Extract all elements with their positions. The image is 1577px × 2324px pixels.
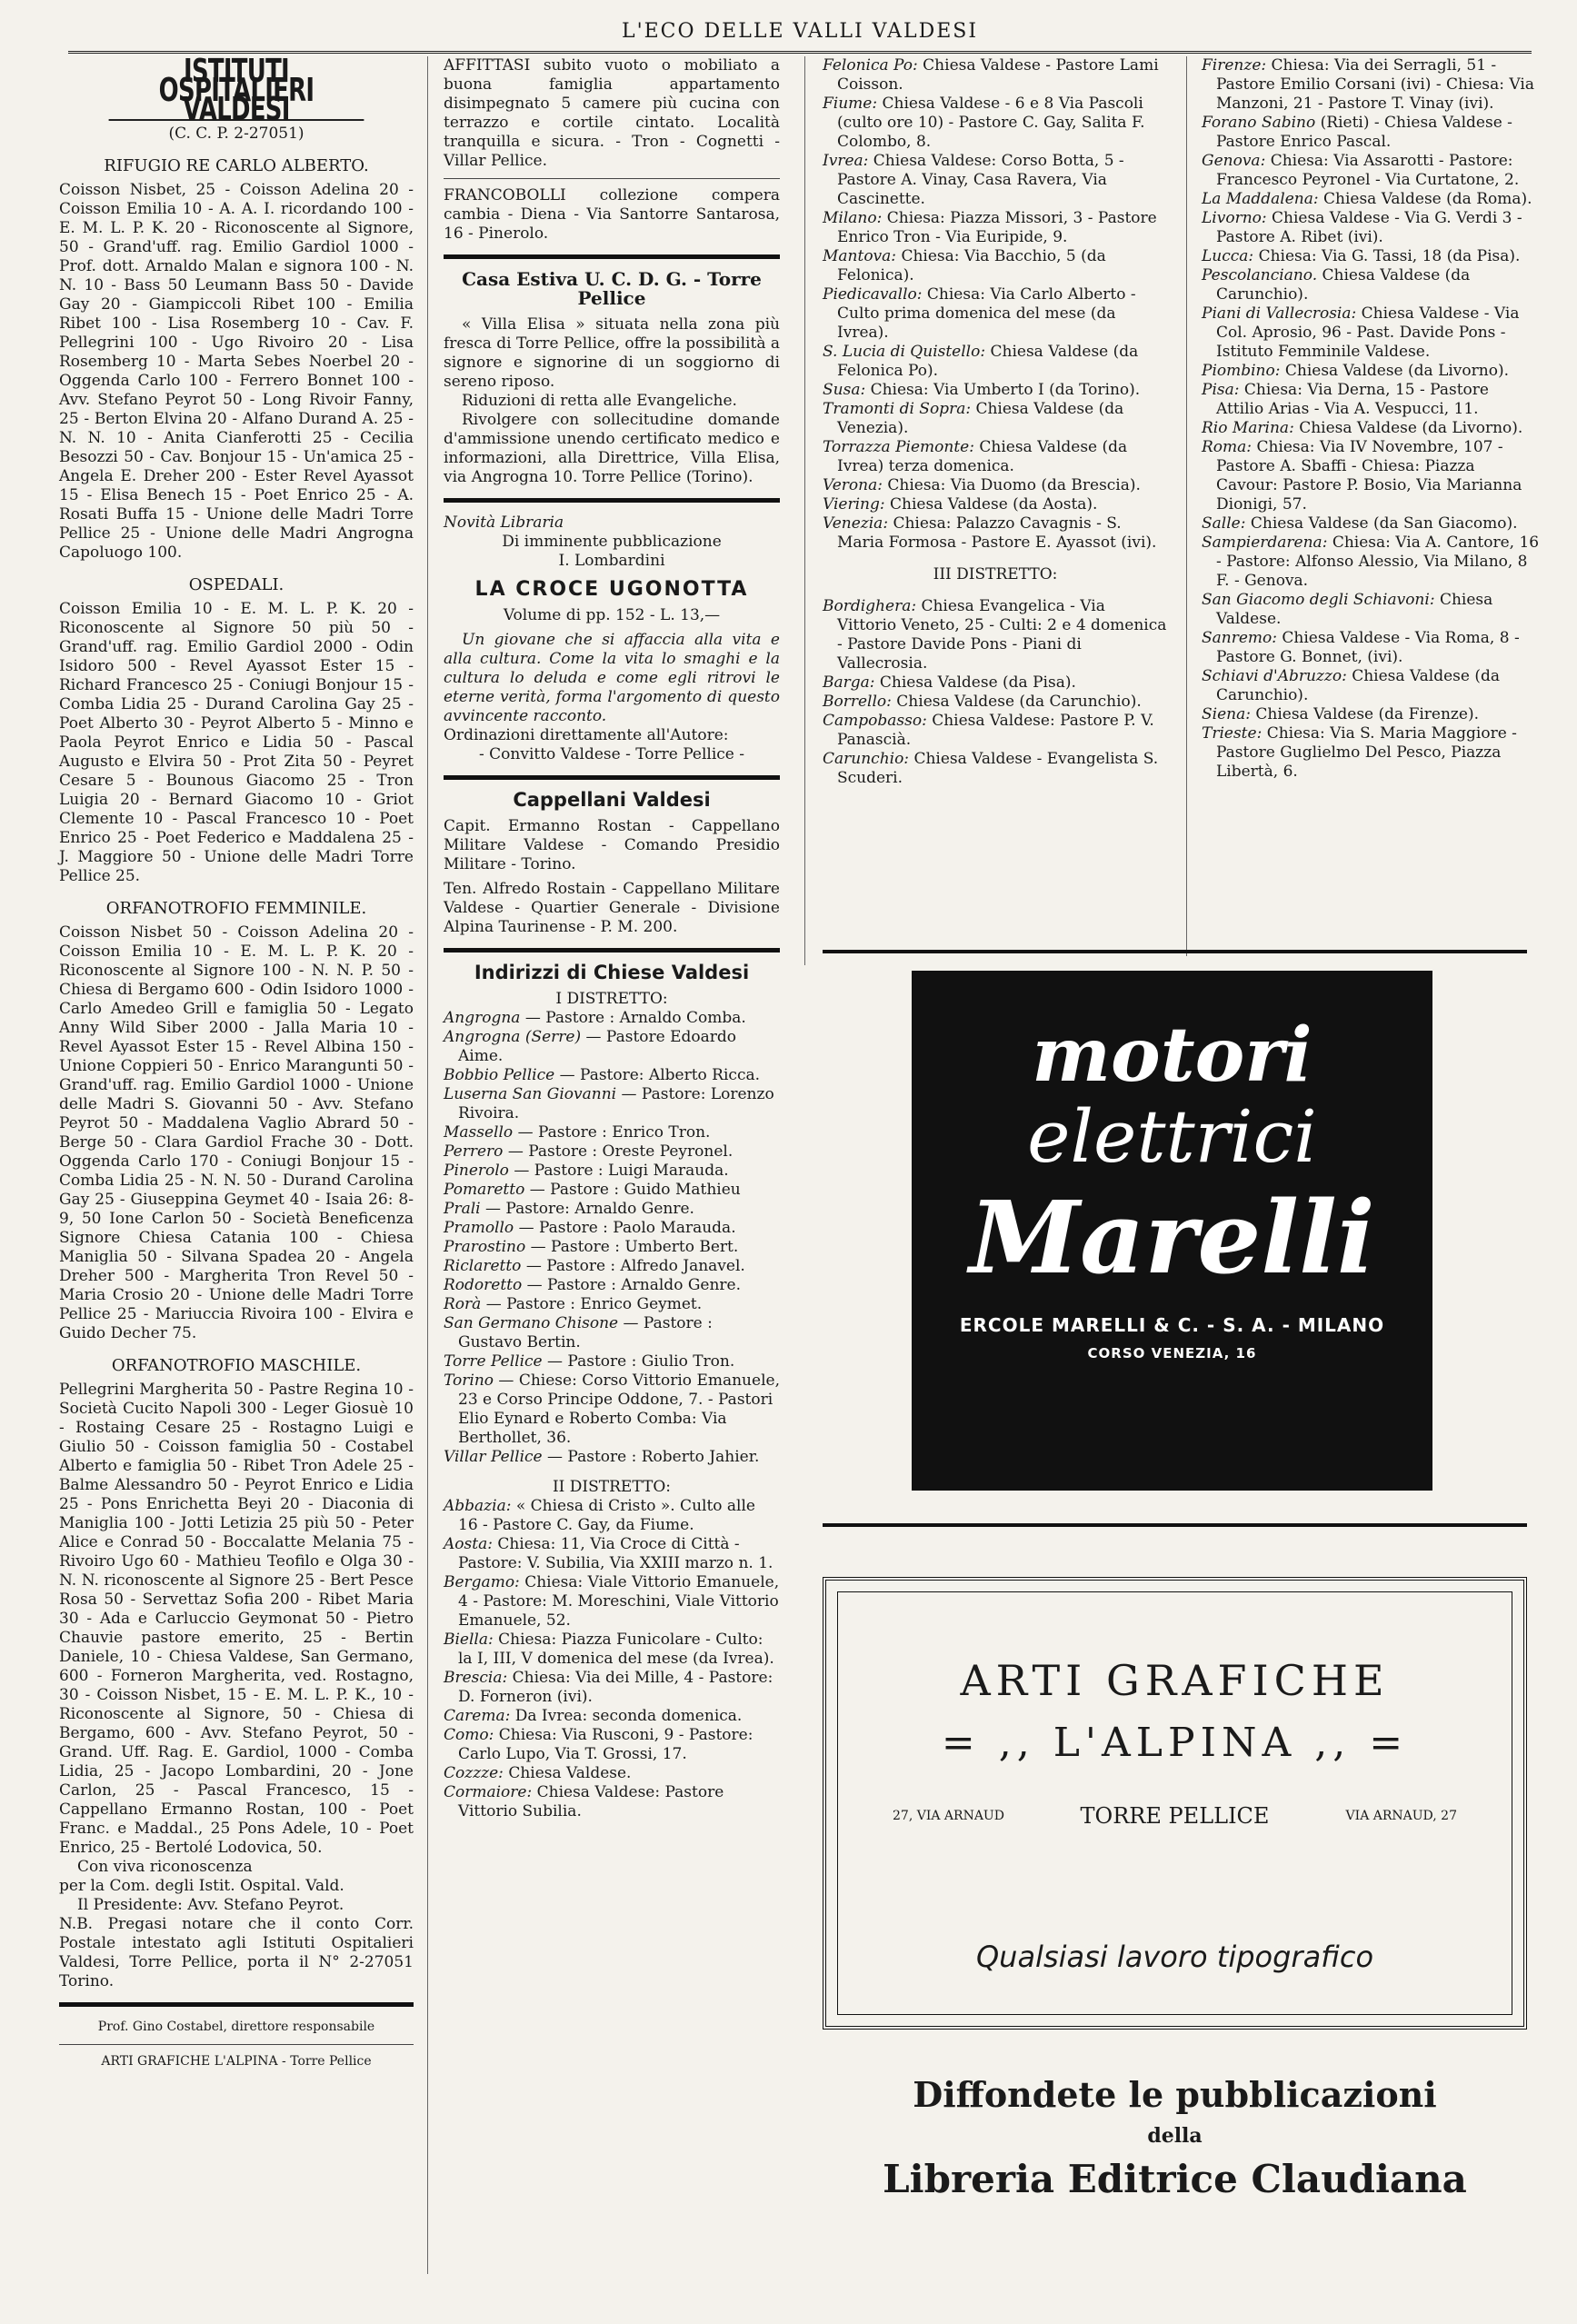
alpina-frame [837, 1591, 1512, 2015]
church-details: — Pastore : Arnaldo Comba. [524, 1009, 746, 1027]
church-entry [823, 285, 1168, 343]
church-entry [444, 1238, 780, 1257]
church-location: Cormaiore: [444, 1783, 533, 1801]
column-churches-4 [1202, 56, 1540, 782]
affittasi-notice: AFFITTASI subito vuoto o mobiliato a buona famiglia appartamento disimpegnato 5 camere più cucina con terrazzo e cortile cintato. Località tranquilla e sicura. - Tron - Cognetti - Villar Pellice. [444, 56, 780, 170]
book-author: I. Lombardini [558, 552, 665, 570]
alpina-line: ARTI GRAFICHE [960, 1656, 1390, 1705]
book-description: Un giovane che si affaccia alla vita e alla cultura. Come la vita lo smaghi e la cultura lo deluda e come egli ritrovi le eterne verità, forma l'argomento di questo avvincente racconto. [444, 631, 780, 725]
church-entry [1202, 438, 1540, 514]
church-location: S. Lucia di Quistello: [823, 343, 986, 361]
church-entry [1202, 114, 1540, 152]
church-details: — Pastore : Arnaldo Genre. [526, 1276, 742, 1294]
church-entry [1202, 534, 1540, 591]
church-details: — Pastore : Giulio Tron. [547, 1352, 735, 1371]
orfanotrofio-maschile-title: ORFANOTROFIO MASCHILE. [111, 1356, 362, 1375]
church-entry [1202, 247, 1540, 266]
church-location: Torino [444, 1371, 494, 1390]
divider [444, 254, 780, 259]
distretto-3-list [823, 597, 1168, 788]
church-location: Piani di Vallecrosia: [1202, 304, 1357, 323]
church-entry [1202, 362, 1540, 381]
church-entry [1202, 381, 1540, 419]
ccp-number: (C. C. P. 2-27051) [168, 125, 304, 143]
church-details: Chiesa Valdese (da Pisa). [879, 673, 1076, 692]
church-location: Roma: [1202, 438, 1253, 456]
church-location: Como: [444, 1726, 494, 1744]
church-entry [444, 1276, 780, 1295]
church-entry [444, 1162, 780, 1181]
church-location: Pinerolo [444, 1162, 509, 1180]
church-entry [1202, 56, 1540, 114]
church-details: Chiesa: Via S. Maria Maggiore - Pastore Guglielmo Del Pesco, Piazza Libertà, 6. [1216, 724, 1517, 781]
church-details: Chiesa Valdese (da San Giacomo). [1250, 514, 1518, 533]
church-details: Chiesa Valdese (da Venezia). [837, 400, 1124, 437]
church-details: — Pastore: Lorenzo Rivoira. [458, 1085, 774, 1122]
church-details: — Pastore : Paolo Marauda. [518, 1219, 736, 1237]
church-location: San Germano Chisone [444, 1314, 619, 1332]
column-churches-3 [823, 56, 1168, 788]
church-location: Sampierdarena: [1202, 534, 1328, 552]
distretto-1-title: I DISTRETTO: [555, 990, 668, 1008]
church-details: Chiesa: Via G. Tassi, 18 (da Pisa). [1258, 247, 1521, 265]
divider [444, 948, 780, 953]
church-details: — Pastore : Guido Mathieu [529, 1181, 741, 1199]
column-notices [444, 56, 780, 1821]
church-list [1202, 56, 1540, 782]
divider [59, 2044, 414, 2045]
church-location: Bordighera: [823, 597, 917, 615]
distretto-1-list [444, 1009, 780, 1467]
church-details: Chiesa Valdese - Pastore Lami Coisson. [837, 56, 1159, 94]
church-location: Angrogna [444, 1009, 521, 1027]
church-details: Chiesa: 11, Via Croce di Città - Pastore: V. Subilia, Via XXIII marzo n. 1. [458, 1535, 774, 1572]
column-rule [804, 56, 805, 965]
church-entry [444, 1200, 780, 1219]
church-location: Perrero [444, 1142, 504, 1161]
church-details: Chiesa Valdese (da Ivrea) terza domenica. [837, 438, 1128, 475]
casa-estiva-text: Riduzioni di retta alle Evangeliche. [462, 392, 737, 410]
church-entry [444, 1371, 780, 1448]
distretto-2-list [444, 1497, 780, 1821]
alpina-address: 27, VIA ARNAUD [893, 1809, 1004, 1823]
church-entry [444, 1669, 780, 1707]
church-entry [444, 1497, 780, 1535]
church-details: Chiesa Valdese (da Aosta). [890, 495, 1098, 514]
church-location: Villar Pellice [444, 1448, 543, 1466]
church-location: Brescia: [444, 1669, 508, 1687]
church-entry [1202, 419, 1540, 438]
church-location: Borrello: [823, 693, 892, 711]
church-location: Bergamo: [444, 1573, 520, 1591]
divider [444, 775, 780, 780]
alpina-tagline: Qualsiasi lavoro tipografico [975, 1940, 1374, 1974]
church-details: Chiesa Valdese (da Roma). [1323, 190, 1532, 208]
church-details: — Pastore : Oreste Peyronel. [507, 1142, 734, 1161]
church-entry [823, 750, 1168, 788]
church-location: Rorà [444, 1295, 482, 1313]
cappellani-title: Cappellani Valdesi [513, 789, 711, 811]
church-location: Torre Pellice [444, 1352, 543, 1371]
church-details: — Pastore : Gustavo Bertin. [458, 1314, 713, 1352]
church-location: Carunchio: [823, 750, 910, 768]
alpina-city: TORRE PELLICE [1080, 1803, 1270, 1829]
church-entry [1202, 190, 1540, 209]
church-details: Chiesa Valdese (da Livorno). [1284, 362, 1509, 380]
church-location: La Maddalena: [1202, 190, 1319, 208]
church-location: Forano Sabino [1202, 114, 1316, 132]
church-details: Chiesa Valdese - 6 e 8 Via Pascoli (culto ore 10) - Pastore C. Gay, Salita F. Colombo, 8. [837, 95, 1145, 151]
closing-signature: Il Presidente: Avv. Stefano Peyrot. [77, 1896, 344, 1914]
church-details: Chiesa Valdese: Corso Botta, 5 - Pastore A. Vinay, Casa Ravera, Via Cascinette. [837, 152, 1124, 208]
orders-label: Ordinazioni direttamente all'Autore: [444, 726, 729, 744]
orfanotrofio-femminile-title: ORFANOTROFIO FEMMINILE. [105, 899, 367, 918]
church-location: Torrazza Piemonte: [823, 438, 974, 456]
church-location: Fiume: [823, 95, 878, 113]
church-location: Prali [444, 1200, 481, 1218]
church-entry [444, 1257, 780, 1276]
church-entry [823, 438, 1168, 476]
church-location: Ivrea: [823, 152, 869, 170]
marelli-line: elettrici [1027, 1094, 1317, 1179]
church-entry [823, 343, 1168, 381]
church-details: Chiesa Valdese (da Livorno). [1299, 419, 1523, 437]
church-details: Chiesa: Via Duomo (da Brescia). [887, 476, 1141, 494]
church-location: Venezia: [823, 514, 889, 533]
rifugio-donations: Coisson Nisbet, 25 - Coisson Adelina 20 - Coisson Emilia 10 - A. A. I. ricordando 100 - E. M. L. P. K. 20 - Riconoscente al Signore, 50 - Grand'uff. rag. Emilio Gardiol 1000 - Prof. dott. Arnaldo Malan e signora 100 - N. N. 10 - Bass 50 Leumann Bass 50 - Davide Gay 20 - Giampiccoli Ribet 100 - Emilia Ribet 100 - Lisa Rosemberg 10 - Cav. F. Pellegrini 100 - Ugo Rivoiro 20 - Lisa Rosemberg 10 - Marta Sebes Noerbel 20 - Oggenda Carlo 100 - Ferrero Bonnet 100 - Avv. Stefano Peyrot 50 - Long Rivoir Fanny, 25 - Berton Elvina 20 - Alfano Durand A. 25 - N. N. 10 - Anita Cianferotti 25 - Cecilia Besozzi 50 - Cav. Bonjour 15 - Un'amica 25 - Angela E. Dreher 200 - Ester Revel Ayassot 15 - Elisa Benech 15 - Poet Enrico 25 - A. Rosati Buffa 15 - Unione delle Madri Torre Pellice 25 - Unione delle Madri Angrogna Capoluogo 100. [59, 181, 414, 562]
church-location: Pescolanciano. [1202, 266, 1318, 284]
church-details: Chiesa: Piazza Missori, 3 - Pastore Enrico Tron - Via Euripide, 9. [837, 209, 1157, 246]
church-entry [1202, 591, 1540, 629]
church-location: Abbazia: [444, 1497, 512, 1515]
church-entry [823, 152, 1168, 209]
church-location: Aosta: [444, 1535, 493, 1553]
church-entry [823, 495, 1168, 514]
cappellano-entry: Ten. Alfredo Rostain - Cappellano Militare Valdese - Quartier Generale - Divisione Alpina Taurinense - P. M. 200. [444, 880, 780, 936]
closing-line: Con viva riconoscenza [77, 1858, 253, 1876]
church-location: Sanremo: [1202, 629, 1277, 647]
church-details: — Pastore: Alberto Ricca. [559, 1066, 761, 1084]
divider [59, 2002, 414, 2007]
ospedali-title: OSPEDALI. [188, 575, 284, 594]
church-location: Milano: [823, 209, 883, 227]
church-location: Barga: [823, 673, 875, 692]
church-location: Luserna San Giovanni [444, 1085, 617, 1103]
church-entry [444, 1707, 780, 1726]
church-details: Chiesa Valdese (da Felonica Po). [837, 343, 1139, 380]
church-location: Piombino: [1202, 362, 1281, 380]
church-entry [823, 673, 1168, 693]
church-location: Cozzze: [444, 1764, 504, 1782]
nb-note: N.B. Pregasi notare che il conto Corr. Postale intestato agli Istituti Ospitalieri Valdesi, Torre Pellice, porta il N° 2-27051 Torino. [59, 1915, 414, 1990]
church-details: — Pastore : Luigi Marauda. [514, 1162, 729, 1180]
church-details: — Pastore Edoardo Aime. [458, 1028, 737, 1065]
church-entry [444, 1726, 780, 1764]
church-details: — Pastore : Enrico Geymet. [485, 1295, 703, 1313]
church-details: — Pastore: Arnaldo Genre. [484, 1200, 694, 1218]
church-entry [823, 400, 1168, 438]
church-details: Chiesa: Via Derna, 15 - Pastore Attilio Arias - Via A. Vespucci, 11. [1216, 381, 1489, 418]
church-entry [1202, 152, 1540, 190]
church-entry [444, 1219, 780, 1238]
church-location: Susa: [823, 381, 866, 399]
church-details: Chiesa Valdese (da Carunchio). [1216, 266, 1471, 304]
marelli-line: motori [1032, 1012, 1313, 1099]
church-details: Chiesa Valdese - Via G. Verdi 3 - Pastore A. Ribet (ivi). [1216, 209, 1522, 246]
orfanotrofio-femminile-donations: Coisson Nisbet 50 - Coisson Adelina 20 - Coisson Emilia 10 - E. M. L. P. K. 20 - Riconoscente al Signore 100 - N. N. P. 50 - Chiesa di Bergamo 600 - Odin Isidoro 1000 - Carlo Amedeo Grill e famiglia 50 - Legato Anny Wild Siber 2000 - Jalla Maria 10 - Revel Ayassot Ester 15 - Revel Albina 150 - Unione Coppieri 50 - Enrico Marangunti 50 - Grand'uff. rag. Emilio Gardiol 1000 - Unione delle Madri S. Giovanni 50 - Avv. Stefano Peyrot 50 - Maddalena Vaglio Abrard 50 - Berge 50 - Clara Gardiol Frache 30 - Dott. Oggenda Carlo 170 - Coniugi Bonjour 15 - Comba Lidia 25 - N. N. 50 - Durand Carolina Gay 25 - Giuseppina Geymet 40 - Isaia 26: 8-9, 50 Ione Carlon 50 - Società Beneficenza Signore Chiesa Catania 100 - Chiesa Maniglia 50 - Silvana Spadea 20 - Angela Dreher 500 - Margherita Tron Revel 50 - Maria Crosio 20 - Unione delle Madri Torre Pellice 25 - Mariuccia Rivoira 100 - Elvira e Guido Decher 75. [59, 923, 414, 1342]
divider [444, 178, 780, 179]
church-entry [823, 247, 1168, 285]
church-entry [444, 1352, 780, 1371]
church-location: Tramonti di Sopra: [823, 400, 972, 418]
church-details: Chiesa Valdese - Via Roma, 8 - Pastore G. Bonnet, (ivi). [1216, 629, 1520, 666]
church-location: San Giacomo degli Schiavoni: [1202, 591, 1435, 609]
alpina-advertisement [823, 1577, 1527, 2030]
church-details: Chiesa: Via dei Mille, 4 - Pastore: D. Forneron (ivi). [458, 1669, 774, 1706]
masthead: L'ECO DELLE VALLI VALDESI [68, 20, 1532, 54]
church-entry [1202, 266, 1540, 304]
church-entry [823, 712, 1168, 750]
church-location: Rio Marina: [1202, 419, 1294, 437]
church-entry [444, 1764, 780, 1783]
claudiana-name: Libreria Editrice Claudiana [883, 2157, 1467, 2201]
marelli-advertisement [912, 971, 1432, 1491]
church-list [823, 56, 1168, 553]
convitto-label: - Convitto Valdese - Torre Pellice - [479, 745, 744, 763]
church-location: Campobasso: [823, 712, 927, 730]
church-location: Siena: [1202, 705, 1251, 723]
church-location: Riclaretto [444, 1257, 522, 1275]
church-location: Massello [444, 1123, 514, 1142]
church-entry [823, 95, 1168, 152]
istituti-title: ISTITUTI OSPITALIERI VALDESI [109, 62, 364, 121]
indirizzi-title: Indirizzi di Chiese Valdesi [474, 962, 750, 983]
church-details: — Chiese: Corso Vittorio Emanuele, 23 e Corso Principe Oddone, 7. - Pastori Elio Eynard e Roberto Comba: Via Berthollet, 36. [458, 1371, 780, 1447]
church-location: Pramollo [444, 1219, 514, 1237]
church-location: Biella: [444, 1631, 494, 1649]
church-details: Chiesa: Via dei Serragli, 51 - Pastore Emilio Corsani (ivi) - Chiesa: Via Manzoni, 21 - Pastore T. Vinay (ivi). [1216, 56, 1534, 113]
church-details: Chiesa Valdese (da Carunchio). [1216, 667, 1501, 704]
alpina-address: VIA ARNAUD, 27 [1345, 1809, 1457, 1823]
church-details: Chiesa Evangelica - Via Vittorio Veneto, 25 - Culti: 2 e 4 domenica - Pastore Davide Pons - Piani di Vallecrosia. [837, 597, 1167, 673]
church-location: Bobbio Pellice [444, 1066, 555, 1084]
church-location: Rodoretto [444, 1276, 523, 1294]
church-location: Schiavi d'Abruzzo: [1202, 667, 1347, 685]
church-entry [1202, 705, 1540, 724]
casa-estiva-title: Casa Estiva U. C. D. G. - Torre Pellice [462, 268, 762, 309]
church-details: Chiesa Valdese: Pastore Vittorio Subilia. [458, 1783, 724, 1820]
church-entry [444, 1783, 780, 1821]
church-location: Viering: [823, 495, 885, 514]
distretto-2-title: II DISTRETTO: [552, 1478, 672, 1496]
church-location: Genova: [1202, 152, 1266, 170]
church-details: Chiesa: Palazzo Cavagnis - S. Maria Formosa - Pastore E. Ayassot (ivi). [837, 514, 1157, 552]
claudiana-line: Diffondete le pubblicazioni [913, 2074, 1437, 2115]
church-details: Chiesa: Via Umberto I (da Torino). [870, 381, 1141, 399]
church-entry [1202, 724, 1540, 782]
church-location: Verona: [823, 476, 883, 494]
church-details: Chiesa: Piazza Funicolare - Culto: la I, III, V domenica del mese (da Ivrea). [458, 1631, 774, 1668]
divider [823, 1523, 1527, 1527]
casa-estiva-text: Rivolgere con sollecitudine domande d'ammissione unendo certificato medico e informazioni, alla Direttrice, Villa Elisa, via Angrogna 10. Torre Pellice (Torino). [444, 411, 780, 486]
ospedali-donations: Coisson Emilia 10 - E. M. L. P. K. 20 - Riconoscente al Signore 50 più 50 - Grand'uff. rag. Emilio Gardiol 2000 - Odin Isidoro 500 - Revel Ayassot Ester 15 - Richard Francesco 25 - Coniugi Bonjour 15 - Comba Lidia 25 - Durand Carolina Gay 25 - Poet Alberto 30 - Peyrot Alberto 5 - Minno e Paola Peyrot Enrico e Lidia 50 - Pascal Augusto e Elvira 50 - Prot Zita 50 - Peyret Cesare 5 - Bounous Giacomo 25 - Tron Luigia 20 - Bernard Giacomo 10 - Griot Clemente 10 - Pascal Francesco 10 - Poet Enrico 25 - Poet Federico e Maddalena 25 - J. Maggiore 50 - Unione delle Madri Torre Pellice 25. [59, 600, 414, 885]
church-entry [823, 514, 1168, 553]
claudiana-advertisement [823, 2074, 1527, 2201]
church-details: Chiesa: Via A. Cantore, 16 - Pastore: Alfonso Alessio, Via Milano, 8 F. - Genova. [1216, 534, 1540, 590]
church-entry [823, 209, 1168, 247]
marelli-brand: Marelli [969, 1179, 1375, 1296]
church-entry [823, 693, 1168, 712]
church-details: Chiesa Valdese. [1216, 591, 1493, 628]
church-entry [1202, 629, 1540, 667]
church-entry [1202, 209, 1540, 247]
church-entry [444, 1535, 780, 1573]
book-title: LA CROCE UGONOTTA [474, 578, 749, 601]
marelli-address: CORSO VENEZIA, 16 [1087, 1345, 1257, 1361]
church-entry [823, 476, 1168, 495]
distretto-3-title: III DISTRETTO: [933, 565, 1058, 583]
church-location: Carema: [444, 1707, 511, 1725]
church-entry [444, 1573, 780, 1631]
church-location: Pomaretto [444, 1181, 525, 1199]
church-location: Prarostino [444, 1238, 526, 1256]
francobolli-notice: FRANCOBOLLI collezione compera cambia - Diena - Via Santorre Santarosa, 16 - Pinerolo. [444, 186, 780, 243]
church-details: Chiesa Valdese - Evangelista S. Scuderi. [837, 750, 1159, 787]
church-entry [444, 1066, 780, 1085]
column-istituti [59, 53, 414, 2071]
church-location: Angrogna (Serre) [444, 1028, 582, 1046]
church-details: — Pastore : Umberto Bert. [530, 1238, 739, 1256]
church-details: — Pastore : Alfredo Janavel. [525, 1257, 745, 1275]
church-entry [444, 1028, 780, 1066]
church-entry [444, 1123, 780, 1142]
church-entry [444, 1314, 780, 1352]
orfanotrofio-maschile-donations: Pellegrini Margherita 50 - Pastre Regina 10 - Società Cucito Napoli 300 - Leger Giosuè 10 - Rostaing Cesare 25 - Rostagno Luigi e Giulio 50 - Coisson famiglia 50 - Costabel Alberto e famiglia 50 - Ribet Tron Adele 25 - Balme Alessandro 50 - Peyrot Enrico e Lidia 25 - Pons Enrichetta Beyi 20 - Diaconia di Maniglia 100 - Jotti Letizia 25 più 50 - Peter Alice e Conrad 50 - Boccalatte Melania 75 - Rivoiro Ugo 60 - Mathieu Teofilo e Olga 30 - N. N. riconoscente al Signore 25 - Bert Pesce Rosa 50 - Servettaz Sofia 200 - Ribet Maria 30 - Ada e Carluccio Geymonat 50 - Pietro Chauvie pastore emerito, 25 - Bertin Daniele, 10 - Chiesa Valdese, San Germano, 600 - Forneron Margherita, ved. Rostagno, 30 - Coisson Nisbet, 15 - E. M. L. P. K., 10 - Riconoscente al Signore, 50 - Chiesa di Bergamo, 600 - Avv. Stefano Peyrot, 50 - Grand. Uff. Rag. E. Gardiol, 1000 - Comba Lidia, 25 - Jacopo Lombardini, 20 - Jone Carlon, 25 - Pascal Francesco, 15 - Cappellano Ermanno Rostan, 100 - Poet Franc. e Maddal., 25 Pons Adele, 10 - Poet Enrico, 25 - Bertolé Lodovica, 50. [59, 1381, 414, 1857]
rifugio-title: RIFUGIO RE CARLO ALBERTO. [104, 156, 369, 175]
church-location: Piedicavallo: [823, 285, 923, 304]
alpina-name: = ,, L'ALPINA ,, = [941, 1720, 1409, 1766]
church-entry [444, 1448, 780, 1467]
church-details: Da Ivrea: seconda domenica. [514, 1707, 743, 1725]
church-location: Firenze: [1202, 56, 1267, 75]
church-entry [444, 1009, 780, 1028]
church-details: Chiesa: Viale Vittorio Emanuele, 4 - Pastore: M. Moreschini, Viale Vittorio Emanuele, 52. [458, 1573, 780, 1630]
column-rule [427, 56, 428, 2274]
church-details: — Pastore : Roberto Jahier. [547, 1448, 760, 1466]
church-location: Mantova: [823, 247, 897, 265]
church-details: Chiesa: Via Assarotti - Pastore: Francesco Peyronel - Via Curtatone, 2. [1216, 152, 1520, 189]
church-location: Salle: [1202, 514, 1246, 533]
novita-label: Novità Libraria [444, 514, 564, 532]
church-details: Chiesa: Via Rusconi, 9 - Pastore: Carlo Lupo, Via T. Grossi, 17. [458, 1726, 754, 1763]
church-details: Chiesa: Via IV Novembre, 107 - Pastore A. Sbaffi - Chiesa: Piazza Cavour: Pastore P. Bosio, Via Marianna Dionigi, 57. [1216, 438, 1522, 514]
column-rule [1186, 56, 1187, 956]
church-entry [1202, 514, 1540, 534]
printer-credit: ARTI GRAFICHE L'ALPINA - Torre Pellice [101, 2054, 372, 2069]
church-entry [444, 1631, 780, 1669]
marelli-company: ERCOLE MARELLI & C. - S. A. - MILANO [959, 1314, 1385, 1336]
church-details: — Pastore : Enrico Tron. [517, 1123, 711, 1142]
church-location: Pisa: [1202, 381, 1240, 399]
church-details: Chiesa Valdese (da Firenze). [1255, 705, 1479, 723]
imminente-label: Di imminente pubblicazione [502, 533, 722, 551]
church-entry [1202, 304, 1540, 362]
editor-credit: Prof. Gino Costabel, direttore responsabile [97, 2020, 375, 2034]
church-location: Felonica Po: [823, 56, 918, 75]
divider [823, 950, 1527, 953]
church-location: Trieste: [1202, 724, 1263, 743]
church-details: Chiesa Valdese (da Carunchio). [896, 693, 1142, 711]
church-entry [823, 56, 1168, 95]
church-entry [823, 597, 1168, 673]
church-details: Chiesa Valdese - Via Col. Aprosio, 96 - Past. Davide Pons - Istituto Femminile Valdese. [1216, 304, 1520, 361]
church-details: (Rieti) - Chiesa Valdese - Pastore Enrico Pascal. [1216, 114, 1512, 151]
church-details: Chiesa Valdese: Pastore P. V. Panascià. [837, 712, 1154, 749]
church-entry [444, 1295, 780, 1314]
church-details: Chiesa: Via Carlo Alberto - Culto prima domenica del mese (da Ivrea). [837, 285, 1136, 342]
church-entry [444, 1085, 780, 1123]
church-location: Lucca: [1202, 247, 1254, 265]
closing-line: per la Com. degli Istit. Ospital. Vald. [59, 1877, 344, 1895]
claudiana-line: della [1147, 2124, 1203, 2148]
church-entry [444, 1181, 780, 1200]
church-entry [444, 1142, 780, 1162]
church-entry [823, 381, 1168, 400]
book-volume: Volume di pp. 152 - L. 13,— [503, 606, 721, 624]
divider [444, 498, 780, 503]
church-details: Chiesa Valdese. [508, 1764, 632, 1782]
church-details: « Chiesa di Cristo ». Culto alle 16 - Pastore C. Gay, da Fiume. [458, 1497, 755, 1534]
church-details: Chiesa: Via Bacchio, 5 (da Felonica). [837, 247, 1106, 284]
church-location: Livorno: [1202, 209, 1267, 227]
church-entry [1202, 667, 1540, 705]
cappellano-entry: Capit. Ermanno Rostan - Cappellano Militare Valdese - Comando Presidio Militare - Torino. [444, 817, 780, 873]
casa-estiva-text: « Villa Elisa » situata nella zona più fresca di Torre Pellice, offre la possibilità a signore e signorine di un soggiorno di sereno riposo. [444, 315, 780, 391]
